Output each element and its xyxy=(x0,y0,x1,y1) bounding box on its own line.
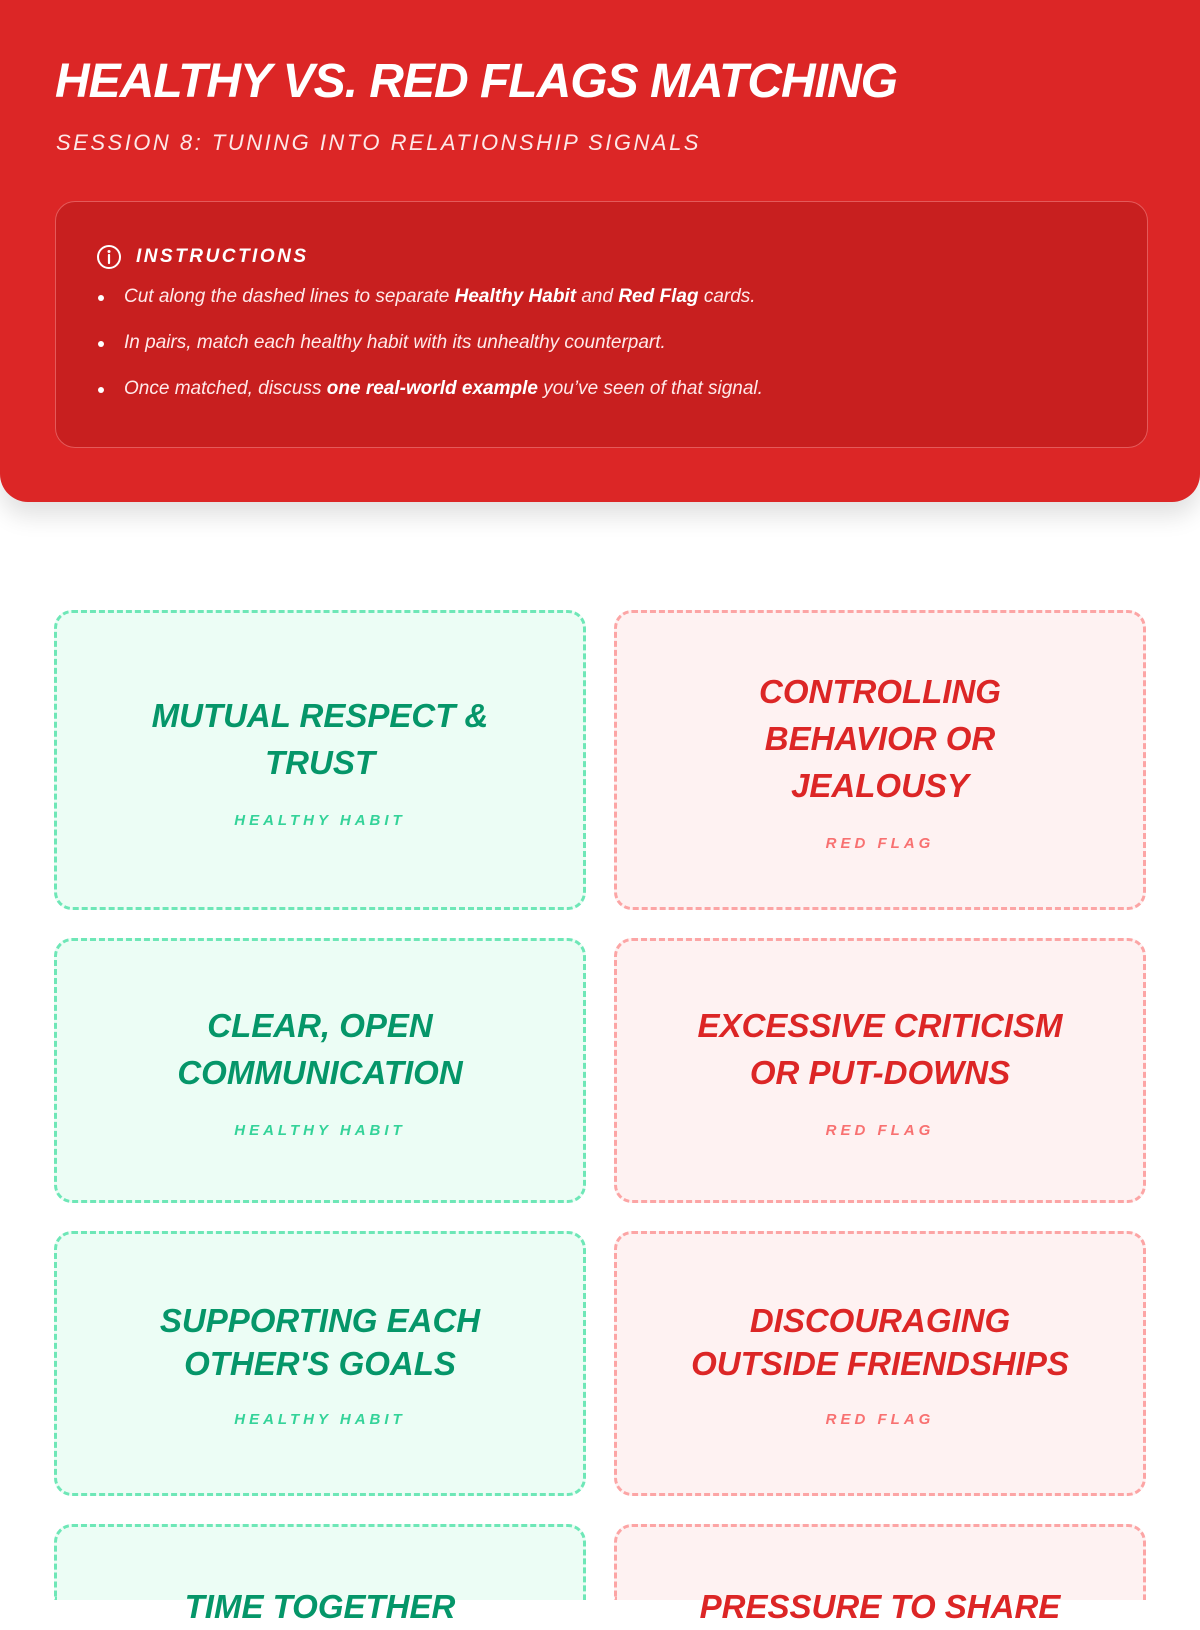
instructions-label: INSTRUCTIONS xyxy=(136,246,309,267)
healthy-habit-card[interactable] xyxy=(54,610,586,910)
card-text: MUTUAL RESPECT & TRUST xyxy=(151,696,489,781)
instruction-text: you’ve seen of that signal. xyxy=(537,378,763,399)
instruction-emphasis: Healthy Habit xyxy=(454,286,577,307)
card-type-label: HEALTHY HABIT xyxy=(234,811,406,829)
card-text: SUPPORTING EACH OTHER'S GOALS xyxy=(159,1302,481,1382)
healthy-habit-card[interactable] xyxy=(54,1231,586,1496)
card-type-label: RED FLAG xyxy=(825,835,935,852)
card-type-label: HEALTHY HABIT xyxy=(234,1411,406,1428)
instruction-item xyxy=(98,378,763,424)
card-type-label: RED FLAG xyxy=(825,1411,935,1428)
card-text: DISCOURAGING OUTSIDE FRIENDSHIPS xyxy=(691,1302,1069,1382)
card-text: EXCESSIVE CRITICISM OR PUT-DOWNS xyxy=(697,1007,1063,1091)
instruction-text: and xyxy=(576,286,619,307)
instruction-item xyxy=(98,286,763,332)
healthy-habit-card[interactable] xyxy=(54,1524,586,1625)
info-icon xyxy=(96,244,122,270)
healthy-habit-card[interactable] xyxy=(54,938,586,1203)
card-text: PRESSURE TO SHARE xyxy=(699,1588,1061,1625)
instructions-panel xyxy=(55,201,1148,448)
instruction-emphasis: one real-world example xyxy=(326,378,538,399)
instructions-list xyxy=(98,286,763,424)
bullet-icon xyxy=(98,295,104,301)
bullet-icon xyxy=(98,387,104,393)
red-flag-card[interactable] xyxy=(614,938,1146,1203)
card-type-label: RED FLAG xyxy=(825,1122,935,1139)
instruction-text: Cut along the dashed lines to separate xyxy=(124,286,455,307)
card-text: CLEAR, OPEN COMMUNICATION xyxy=(177,1007,463,1091)
header-banner xyxy=(0,0,1200,502)
instruction-text: In pairs, match each healthy habit with its unhealthy counterpart. xyxy=(124,332,666,353)
card-text: CONTROLLING BEHAVIOR OR JEALOUSY xyxy=(759,673,1001,804)
card-text: TIME TOGETHER xyxy=(184,1588,456,1625)
card-type-label: HEALTHY HABIT xyxy=(234,1122,406,1139)
page-subtitle: SESSION 8: TUNING INTO RELATIONSHIP SIGNALS xyxy=(56,130,701,155)
instruction-emphasis: Red Flag xyxy=(618,286,699,307)
instructions-heading xyxy=(96,244,309,270)
bullet-icon xyxy=(98,341,104,347)
red-flag-card[interactable] xyxy=(614,1231,1146,1496)
instruction-text: Once matched, discuss xyxy=(124,378,327,399)
instruction-item xyxy=(98,332,763,378)
instruction-text: cards. xyxy=(698,286,756,307)
page-title: HEALTHY VS. RED FLAGS MATCHING xyxy=(55,55,898,108)
red-flag-card[interactable] xyxy=(614,1524,1146,1625)
red-flag-card[interactable] xyxy=(614,610,1146,910)
